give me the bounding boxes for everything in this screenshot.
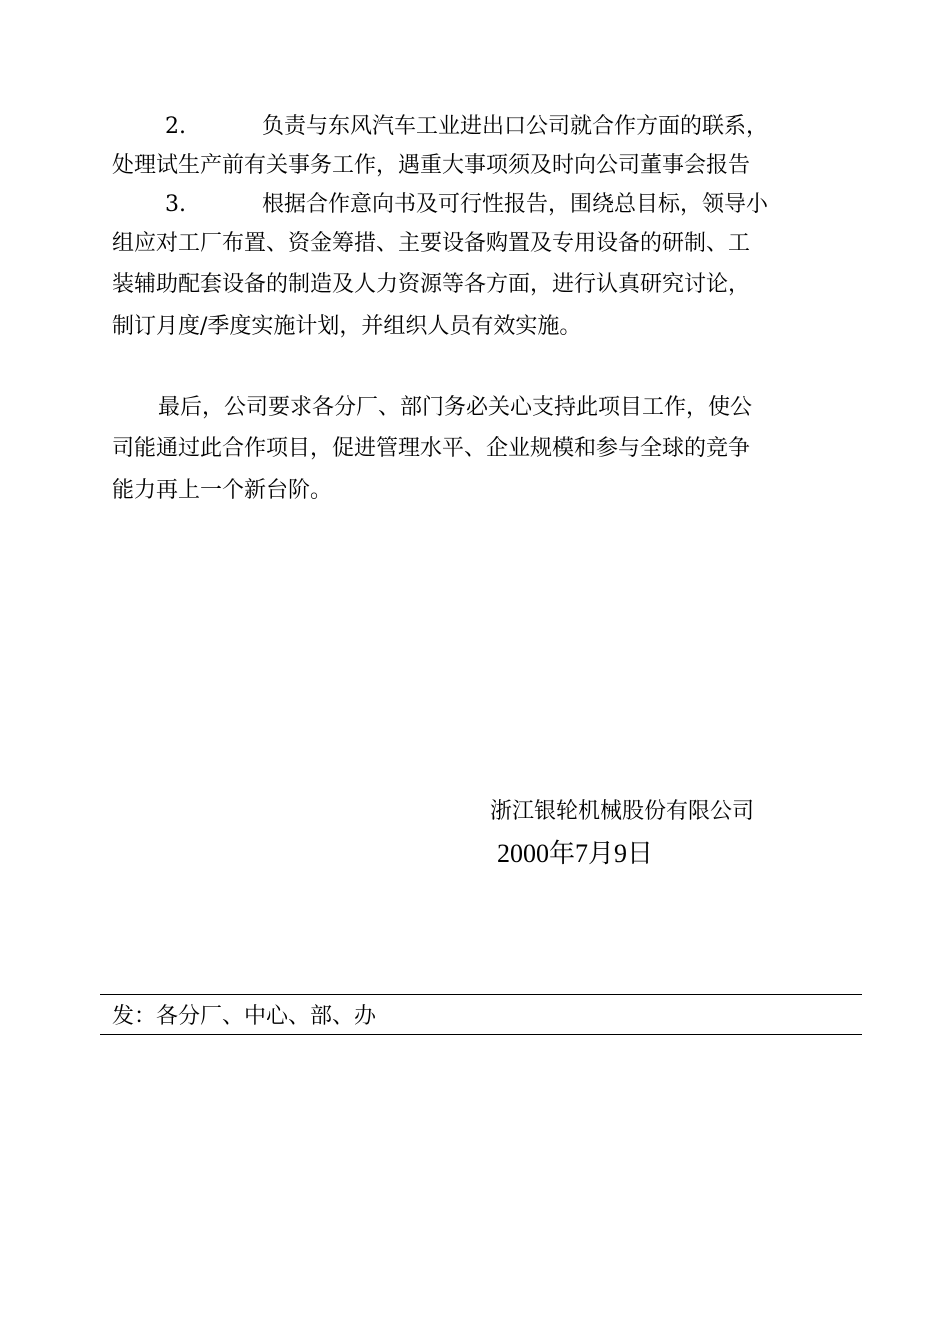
document-date: 2000年7月9日 xyxy=(497,839,654,868)
company-name: 浙江银轮机械股份有限公司 xyxy=(490,799,755,824)
footer-bottom-rule xyxy=(100,1034,862,1035)
closing-line-2: 司能通过此合作项目，促进管理水平、企业规模和参与全球的竞争 xyxy=(112,436,751,461)
footer-top-rule xyxy=(100,994,862,995)
item-3-line-3: 装辅助配套设备的制造及人力资源等各方面，进行认真研究讨论， xyxy=(112,272,751,297)
item-3-line-1: 根据合作意向书及可行性报告，围绕总目标，领导小 xyxy=(262,192,769,217)
item-3-number: 3. xyxy=(165,192,186,217)
distribution-line: 发：各分厂、中心、部、办 xyxy=(112,1004,377,1029)
item-2-number: 2. xyxy=(165,114,186,139)
item-3-line-2: 组应对工厂布置、资金筹措、主要设备购置及专用设备的研制、工 xyxy=(112,231,751,256)
closing-line-3: 能力再上一个新台阶。 xyxy=(112,478,333,503)
item-3-line-4: 制订月度/季度实施计划，并组织人员有效实施。 xyxy=(112,314,582,339)
item-2-line-1: 负责与东风汽车工业进出口公司就合作方面的联系， xyxy=(262,114,769,139)
closing-line-1: 最后，公司要求各分厂、部门务必关心支持此项目工作，使公 xyxy=(158,395,753,420)
item-2-line-2: 处理试生产前有关事务工作，遇重大事项须及时向公司董事会报告 xyxy=(112,153,751,178)
